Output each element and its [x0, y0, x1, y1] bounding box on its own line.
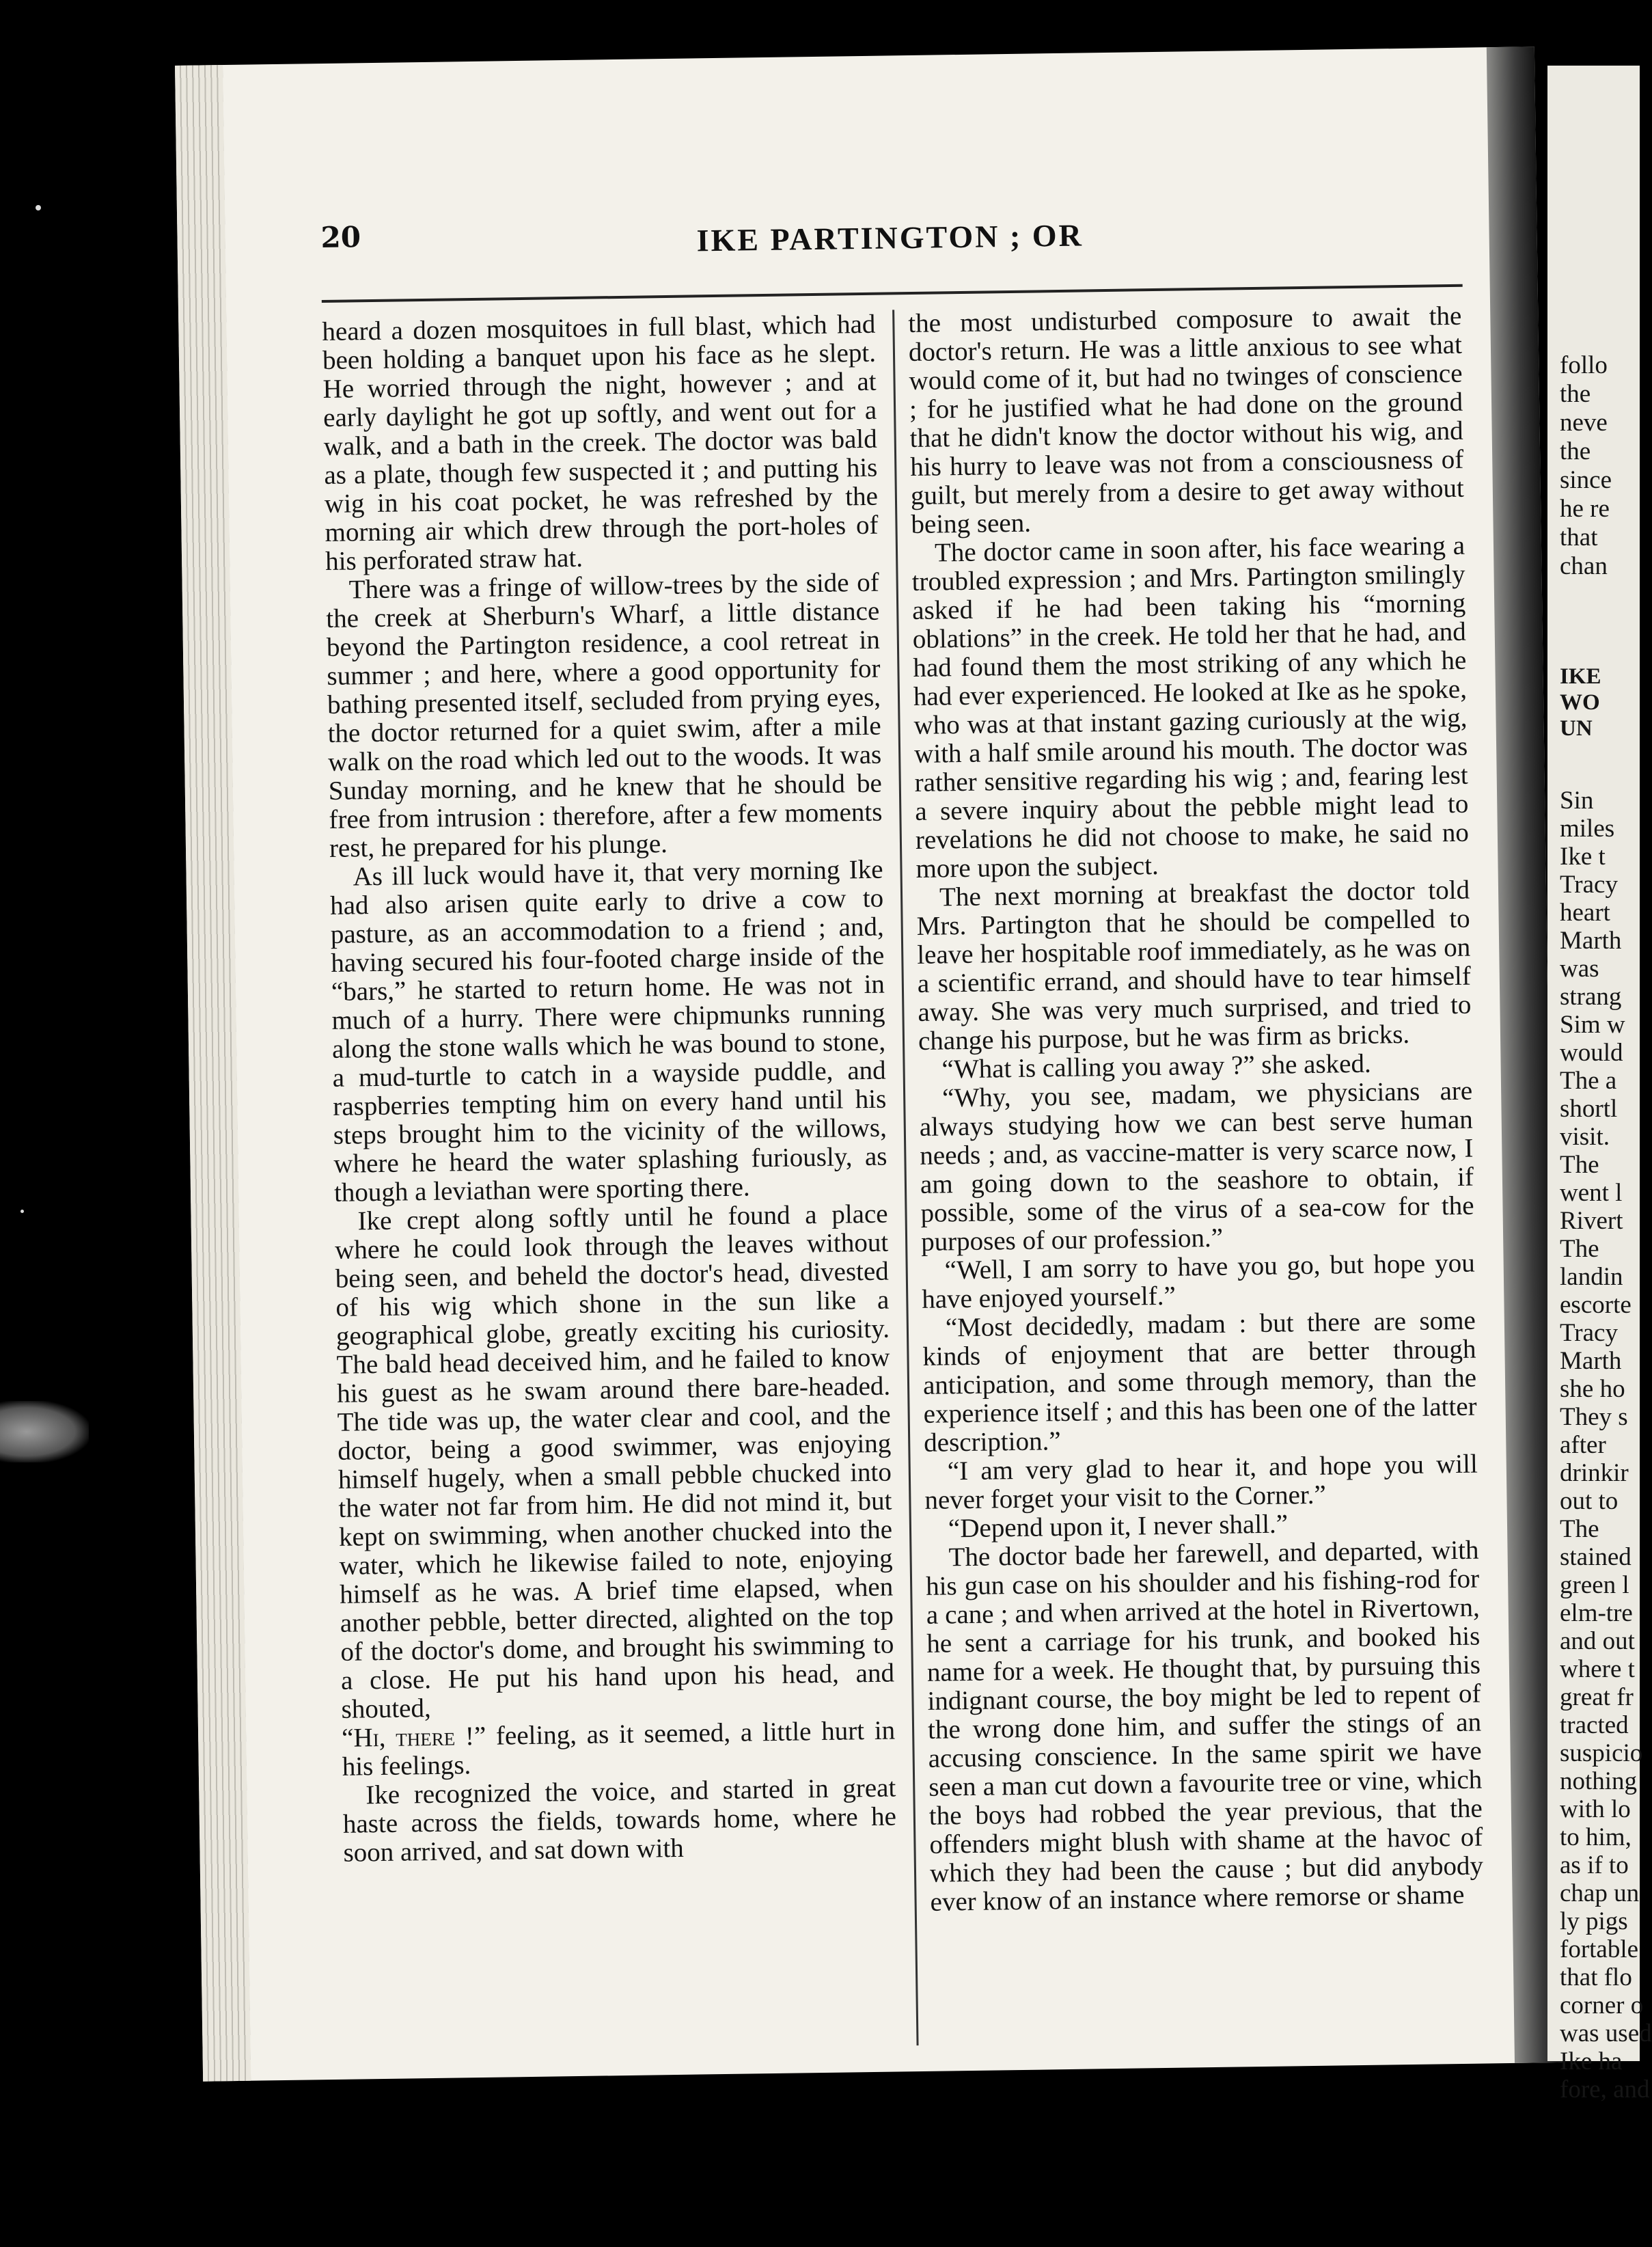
- next-page-line: Marth: [1560, 927, 1622, 955]
- next-page-line: with lo: [1560, 1795, 1631, 1823]
- next-page-line: that: [1560, 523, 1598, 551]
- next-page-line: The: [1560, 1235, 1599, 1263]
- next-page-line: the: [1560, 437, 1591, 465]
- next-page-line: chan: [1560, 552, 1608, 580]
- next-page-line: shortl: [1560, 1095, 1618, 1123]
- paragraph: As ill luck would have it, that very morning Ike had also arisen quite early to drive a cow to pasture, as an accommodation to a friend ; and, having secured his four-footed charge inside of the “bars,” he started to return home. He was not in much of a hurry. There were chipmunks running along the stone walls which he was bound to stone, a mud-turtle to catch in a wayside puddle, and raspberries tempting him on every hand until his steps brought him to the vicinity of the willows, where he heard the water splashing furiously, as though a leviathan were sporting there.: [329, 854, 887, 1208]
- next-page-line: Marth: [1560, 1347, 1622, 1375]
- next-page-line: to him,: [1560, 1823, 1632, 1851]
- next-page-line: The a: [1560, 1067, 1617, 1095]
- book-page: [175, 46, 1562, 2081]
- page-number: 20: [320, 220, 361, 255]
- next-page-line: went l: [1560, 1179, 1623, 1207]
- next-page-line: Sim w: [1560, 1011, 1625, 1039]
- paragraph: The next morning at breakfast the doctor told Mrs. Partington that he should be compelled to leave her hospitable roof immediately, as he was on a scientific errand, and should have to tear himself away. She was very much surprised, and tried to change his purpose, but he was firm as bricks.: [916, 875, 1472, 1056]
- next-page-line: the: [1560, 380, 1591, 408]
- paragraph: “Why, you see, madam, we physicians are always studying how we can best serve human needs ; and, as vaccine-matter is very scarce now, I am going down to the seashore to obtain, if possible, some of the virus of a sea-cow for the purposes of our profession.”: [919, 1076, 1474, 1257]
- next-page-line: where t: [1560, 1655, 1635, 1683]
- next-page-line: as if to: [1560, 1851, 1629, 1879]
- next-page-line: fortable: [1560, 1935, 1639, 1963]
- scan-smear: [0, 1401, 89, 1462]
- paragraph: heard a dozen mosquitoes in full blast, which had been holding a banquet upon his face as he slept. He worried through the night, however ; and at early daylight he got up softly, and went out for a walk, and a bath in the creek. The doctor was bald as a plate, though few suspected it ; and putting his wig in his coat pocket, he was refreshed by the morning air which drew through the port-holes of his perforated straw hat.: [322, 309, 879, 576]
- paragraph: “Most decidedly, madam : but there are some kinds of enjoyment that are better through anticipation, and some through memory, than the experience itself ; and this has been one of the latter description.”: [922, 1305, 1477, 1458]
- next-page-body-lines: [1560, 787, 1652, 2103]
- next-page-line: UN: [1560, 716, 1593, 741]
- next-page-line: ly pigs: [1560, 1907, 1628, 1935]
- next-page-line: strang: [1560, 983, 1622, 1011]
- exclamation: “Hi, there !”: [341, 1721, 486, 1753]
- running-title: IKE PARTINGTON ; OR: [696, 217, 1084, 258]
- next-page-line: since: [1560, 466, 1612, 494]
- paragraph: The doctor bade her farewell, and departed, with his gun case on his shoulder and his fishing-rod for a cane ; and when arrived at the hotel in Rivertown, he sent a carriage for his trunk, and booked his name for a week. He thought that, by pursuing this indignant course, the boy might be led to repent of the wrong done him, and suffer the stings of an accusing conscience. In the same spirit we have seen a man cut down a favourite tree or vine, which the boys had robbed the year previous, that the offenders might blush with shame at the havoc of which they had been the cause ; but did anybody ever know of an instance where remorse or shame: [925, 1535, 1484, 1917]
- next-page-line: Ike ha: [1560, 2047, 1623, 2075]
- next-page-line: nothing: [1560, 1767, 1638, 1795]
- next-page-line: follo: [1560, 351, 1608, 379]
- next-page-line: stained: [1560, 1543, 1632, 1571]
- paragraph: [342, 1717, 896, 1782]
- page-edges: [175, 65, 251, 2082]
- next-page-line: heart: [1560, 899, 1610, 927]
- left-column: [322, 310, 897, 1868]
- next-page-line: out to: [1560, 1487, 1619, 1515]
- next-page-line: WO: [1560, 690, 1600, 715]
- next-page-line: visit.: [1560, 1123, 1610, 1151]
- scan-speck: [20, 1210, 24, 1213]
- next-page-line: Ike t: [1560, 843, 1606, 871]
- next-page-line: drinkir: [1560, 1459, 1629, 1487]
- next-page-line: elm-tre: [1560, 1599, 1633, 1627]
- paragraph-text: feeling, as it seemed, a little hurt in his feelings.: [342, 1715, 896, 1782]
- next-page-line: he re: [1560, 495, 1610, 523]
- next-page-line: corner o: [1560, 1991, 1644, 2019]
- header-rule: [322, 284, 1463, 303]
- paragraph: Ike recognized the voice, and started in great haste across the fields, towards home, where he soon arrived, and sat down with: [342, 1773, 897, 1868]
- next-page-line: IKE: [1560, 664, 1601, 689]
- paragraph: “Depend upon it, I never shall.”: [948, 1509, 1289, 1544]
- paragraph: the most undisturbed composure to await the doctor's return. He was a little anxious to see what would come of it, but had no twinges of conscience ; for he justified what he had done on the ground that he didn't know the doctor without his wig, and his hurry to leave was not from a consciousness of guilt, but merely from a desire to get away without being seen.: [908, 301, 1465, 540]
- next-page-line: They s: [1560, 1403, 1628, 1431]
- next-page-line: Tracy: [1560, 871, 1618, 899]
- next-page-line: neve: [1560, 409, 1608, 437]
- next-page-line: was: [1560, 955, 1599, 983]
- next-page-line: Rivert: [1560, 1207, 1623, 1235]
- paragraph: “What is calling you away ?” she asked.: [941, 1048, 1371, 1085]
- next-page-line: green l: [1560, 1571, 1629, 1599]
- next-page-line: suspicio: [1560, 1739, 1643, 1767]
- next-page-line: The: [1560, 1515, 1599, 1543]
- next-page-line: The: [1560, 1151, 1599, 1179]
- paragraph: “Well, I am sorry to have you go, but hope you have enjoyed yourself.”: [922, 1248, 1475, 1314]
- next-page-line: chap un: [1560, 1879, 1640, 1907]
- next-page-line: Sin: [1560, 787, 1594, 815]
- next-page-line: after: [1560, 1431, 1606, 1459]
- next-page-line: escorte: [1560, 1291, 1632, 1319]
- next-page-line: fore, and: [1560, 2075, 1650, 2103]
- next-page-line: would: [1560, 1039, 1623, 1067]
- next-page-top-lines: [1560, 351, 1612, 581]
- paragraph: The doctor came in soon after, his face wearing a troubled expression ; and Mrs. Partington smilingly asked if he had been taking his “morning oblations” in the creek. He told her that he had, and had found them the most striking of any which he had ever experienced. He looked at Ike as he spoke, who was at that instant gazing curiously at the wig, with a half smile around his mouth. The doctor was rather sensitive regarding his wig ; and, fearing lest a severe inquiry about the pebble might lead to revelations he did not choose to make, he said no more upon the subject.: [911, 530, 1470, 884]
- next-page-line: tracted: [1560, 1711, 1629, 1739]
- paragraph: Ike crept along softly until he found a place where he could look through the leaves without being seen, and beheld the doctor's head, divested of his wig which shone in the sun like a geographical globe, greatly exciting his curiosity. The bald head deceived him, and he failed to know his guest as he swam around there bare-headed. The tide was up, the water clear and cool, and the doctor, being a good swimmer, was enjoying himself hugely, when a small pebble chucked into the water not far from him. He did not mind it, but kept on swimming, when another chucked into the water, which he likewise failed to note, enjoying himself as he was. A brief time elapsed, when another pebble, better directed, alighted on the top of the doctor's dome, and brought his swimming to a close. He put his hand upon his head, and shouted,: [334, 1199, 895, 1724]
- next-page-line: that flo: [1560, 1963, 1632, 1991]
- next-page-line: was used: [1560, 2019, 1652, 2047]
- next-page-fragment: [1547, 66, 1652, 2103]
- next-page-line: and out: [1560, 1627, 1635, 1655]
- next-page-line: landin: [1560, 1263, 1623, 1291]
- scan-speck: [36, 205, 41, 210]
- paragraph: “I am very glad to hear it, and hope you will never forget your visit to the Corner.”: [924, 1449, 1478, 1515]
- right-column: [908, 302, 1484, 1917]
- next-page-line: miles: [1560, 815, 1615, 843]
- next-page-line: Tracy: [1560, 1319, 1618, 1347]
- next-page-line: great fr: [1560, 1683, 1634, 1711]
- next-page-chapter-heading: [1560, 664, 1601, 741]
- next-page-line: she ho: [1560, 1375, 1625, 1403]
- paragraph: There was a fringe of willow-trees by the side of the creek at Sherburn's Wharf, a little distance beyond the Partington residence, a cool retreat in summer ; and here, where a good opportunity for bathing presented itself, secluded from prying eyes, the doctor returned for a quiet swim, after a mile walk on the road which led out to the woods. It was Sunday morning, and he knew that he should be free from intrusion : therefore, after a few moments rest, he prepared for his plunge.: [326, 567, 883, 863]
